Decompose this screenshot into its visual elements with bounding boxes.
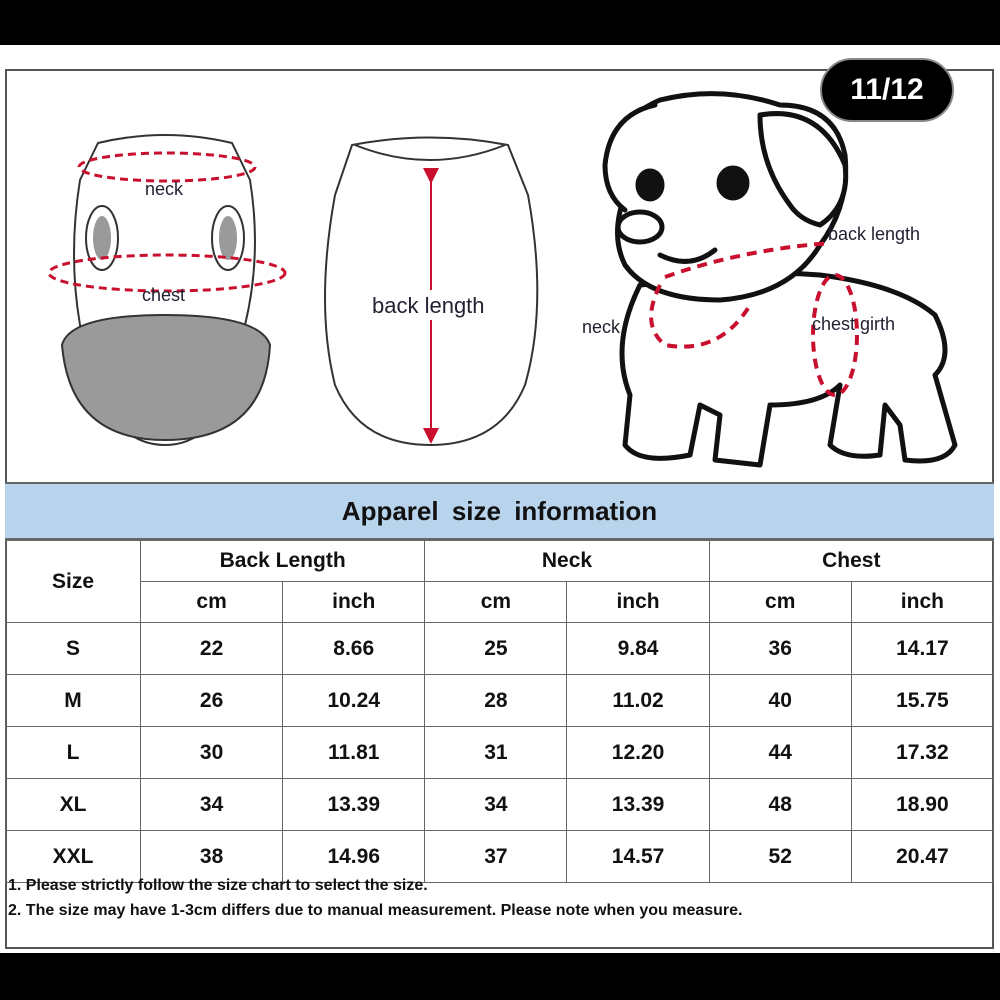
size-cell: L [6, 727, 141, 779]
dog-drawing [605, 94, 955, 465]
value-cell: 10.24 [283, 675, 425, 727]
unit-header: cm [141, 582, 283, 623]
value-cell: 17.32 [851, 727, 993, 779]
value-cell: 20.47 [851, 831, 993, 883]
vest-chest-label: chest [142, 285, 186, 305]
page-counter-badge: 11/12 [820, 58, 954, 122]
note-line: 2. The size may have 1-3cm differs due to manual measurement. Please note when you measure. [8, 902, 743, 919]
table-row [6, 779, 994, 831]
note-line: 1. Please strictly follow the size chart to select the size. [8, 877, 428, 894]
unit-header: inch [851, 582, 993, 623]
value-cell: 48 [709, 779, 851, 831]
value-cell: 31 [425, 727, 567, 779]
unit-header: cm [425, 582, 567, 623]
value-cell: 34 [141, 779, 283, 831]
dog-chest-girth-label: chest girth [812, 314, 896, 334]
size-cell: M [6, 675, 141, 727]
value-cell: 25 [425, 623, 567, 675]
value-cell: 12.20 [567, 727, 709, 779]
size-cell: S [6, 623, 141, 675]
value-cell: 9.84 [567, 623, 709, 675]
value-cell: 38 [141, 831, 283, 883]
size-table [5, 540, 994, 883]
value-cell: 22 [141, 623, 283, 675]
value-cell: 14.57 [567, 831, 709, 883]
table-row [6, 727, 994, 779]
back-length-label: back length [372, 293, 485, 318]
value-cell: 34 [425, 779, 567, 831]
dog-neck-label: neck [582, 317, 621, 337]
value-cell: 30 [141, 727, 283, 779]
value-cell: 15.75 [851, 675, 993, 727]
unit-header: cm [709, 582, 851, 623]
value-cell: 36 [709, 623, 851, 675]
value-cell: 8.66 [283, 623, 425, 675]
vest-neck-label: neck [145, 179, 184, 199]
value-cell: 37 [425, 831, 567, 883]
value-cell: 52 [709, 831, 851, 883]
size-header: Size [6, 541, 141, 623]
table-row [6, 675, 994, 727]
value-cell: 11.02 [567, 675, 709, 727]
size-cell: XXL [6, 831, 141, 883]
dog-back-length-label: back length [828, 224, 921, 244]
value-cell: 26 [141, 675, 283, 727]
vest-back-drawing [325, 138, 537, 446]
unit-header: inch [283, 582, 425, 623]
value-cell: 13.39 [567, 779, 709, 831]
size-chart-page [0, 45, 1000, 953]
unit-header: inch [567, 582, 709, 623]
size-cell: XL [6, 779, 141, 831]
group-header-neck: Neck [425, 541, 709, 582]
group-header-chest: Chest [709, 541, 993, 582]
value-cell: 40 [709, 675, 851, 727]
value-cell: 14.17 [851, 623, 993, 675]
notes [8, 873, 743, 923]
value-cell: 18.90 [851, 779, 993, 831]
value-cell: 13.39 [283, 779, 425, 831]
table-row [6, 623, 994, 675]
value-cell: 28 [425, 675, 567, 727]
group-header-back-length: Back Length [141, 541, 425, 582]
value-cell: 11.81 [283, 727, 425, 779]
value-cell: 14.96 [283, 831, 425, 883]
vest-front-drawing [49, 135, 285, 445]
table-title: Apparel size information [5, 482, 994, 540]
value-cell: 44 [709, 727, 851, 779]
